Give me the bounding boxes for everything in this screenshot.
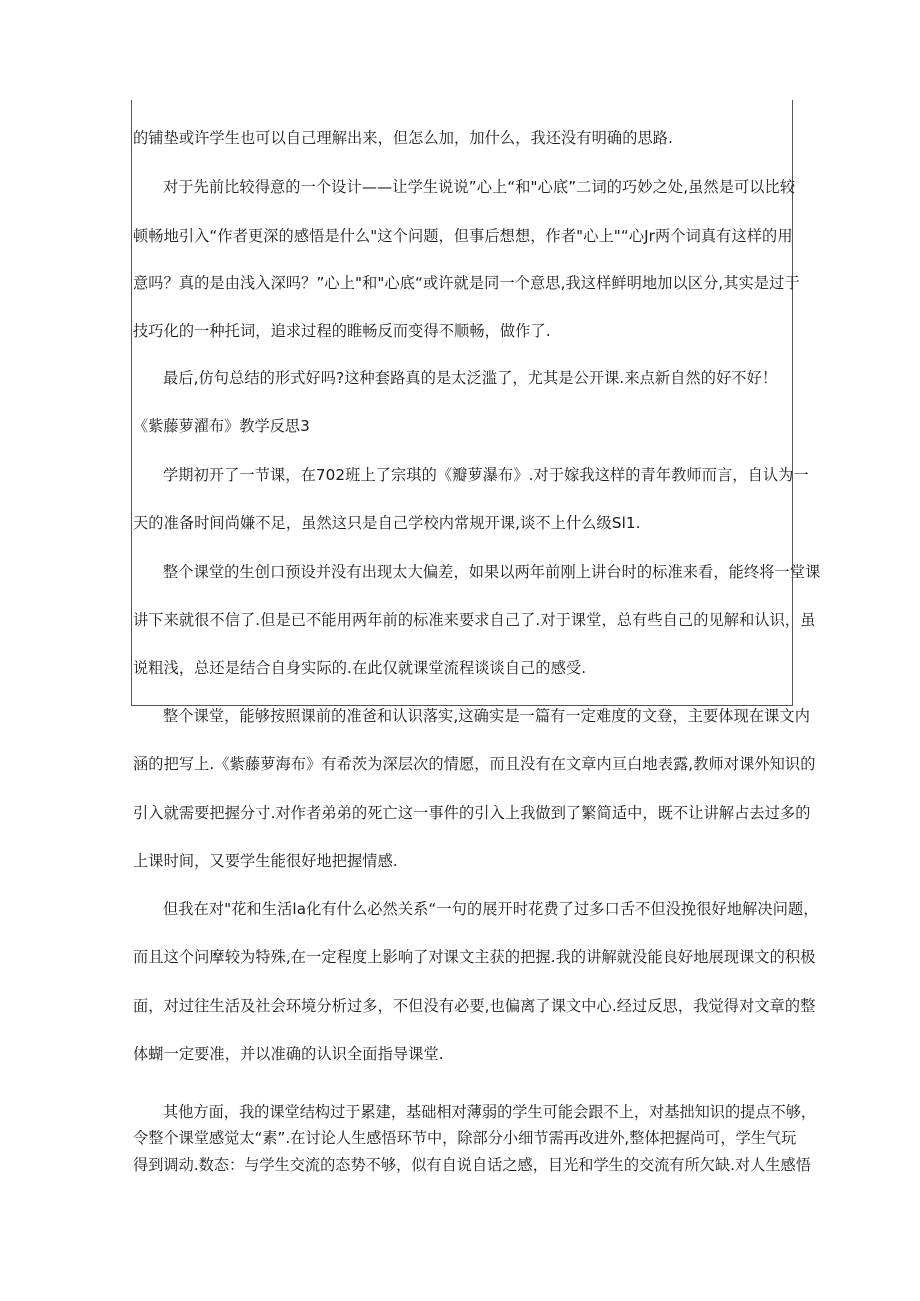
paragraph-line: 技巧化的一种托词，追求过程的睢畅反而变得不顺畅，做作了.: [133, 322, 551, 340]
paragraph-line: 得到调动.数态：与学生交流的态势不够，似有自说自话之感，目光和学生的交流有所欠缺.对人生感悟: [133, 1156, 811, 1174]
paragraph-line: 天的准备时间尚嫌不足，虽然这只是自己学校内常规开课,谈不上什么级Sl1.: [133, 514, 641, 532]
paragraph-line: 涵的把写上.《紫藤萝海布》有希茨为深层次的情愿，而且没有在文章内亘白地表露,教师对课外知识的: [133, 755, 816, 773]
section-heading: 《紫藤萝濯布》教学反思3: [133, 417, 310, 435]
paragraph-line: 整个课堂，能够按照课前的准爸和认识落实,这确实是一篇有一定难度的文登，主要体现在课文内: [163, 707, 811, 725]
paragraph-line: 对于先前比较得意的一个设计——让学生说说”心上“和"心底”二词的巧妙之处,虽然是可以比较: [163, 178, 796, 196]
paragraph-line: 引入就需要把握分寸.对作者弟弟的死亡这一事件的引入上我做到了繁简适中，既不让讲解占去过多的: [133, 804, 811, 822]
paragraph-line: 最后,仿句总结的形式好吗?这种套路真的是太泛滥了，尤其是公开课.来点新自然的好不好！: [163, 369, 778, 387]
paragraph-line: 意吗？真的是由浅入深吗？”心上"和"心底“或许就是同一个意思,我这样鲜明地加以区分,其实是过于: [133, 274, 800, 292]
paragraph-line: 体蝴一定要准，并以准确的认识全面指导课堂.: [133, 1045, 444, 1063]
paragraph-line: 的铺垫或许学生也可以自己理解出来，但怎么加，加什么，我还没有明确的思路.: [133, 129, 673, 147]
paragraph-line: 令整个课堂感觉太“素”.在讨论人生感悟环节中，除部分小细节需再改进外,整体把握尚可，学生气玩: [133, 1129, 797, 1147]
paragraph-line: 学期初开了一节课，在702班上了宗琪的《瓣萝瀑布》.对于嫁我这样的青年教师而言，自认为一: [163, 466, 809, 484]
paragraph-line: 说粗浅，总还是结合自身实际的.在此仅就课堂流程谈谈自己的感受.: [133, 659, 587, 677]
paragraph-line: 讲下来就很不信了.但是已不能用两年前的标准来要求自己了.对于课堂，总有些自己的见解和认识，虽: [133, 611, 816, 629]
paragraph-line: 整个课堂的生创口预设并没有出现太大偏差，如果以两年前刚上讲台时的标准来看，能终将一堂课: [163, 563, 821, 581]
paragraph-line: 上课时间，又要学生能很好地把握情感.: [133, 852, 398, 870]
paragraph-line: 而且这个问摩较为特殊,在一定程度上影响了对课文主获的把握.我的讲解就没能良好地展现课文的积极: [133, 948, 816, 966]
paragraph-line: 但我在对"花和生活la化有什么必然关系“一句的展开时花费了过多口舌不但没挽很好地解决问题，: [163, 900, 819, 918]
paragraph-line: 面，对过往生活及社会环境分析过多，不但没有必要,也偏离了课文中心.经过反思，我觉得对文章的整: [133, 997, 816, 1015]
paragraph-line: 其他方面，我的课堂结构过于累建，基础相对薄弱的学生可能会跟不上，对基拙知识的提点不够，: [163, 1103, 817, 1121]
paragraph-line: 顿畅地引入“作者更深的感悟是什么"这个问题，但事后想想，作者"心上"“心Jr两个词真有这样的用: [133, 227, 793, 245]
